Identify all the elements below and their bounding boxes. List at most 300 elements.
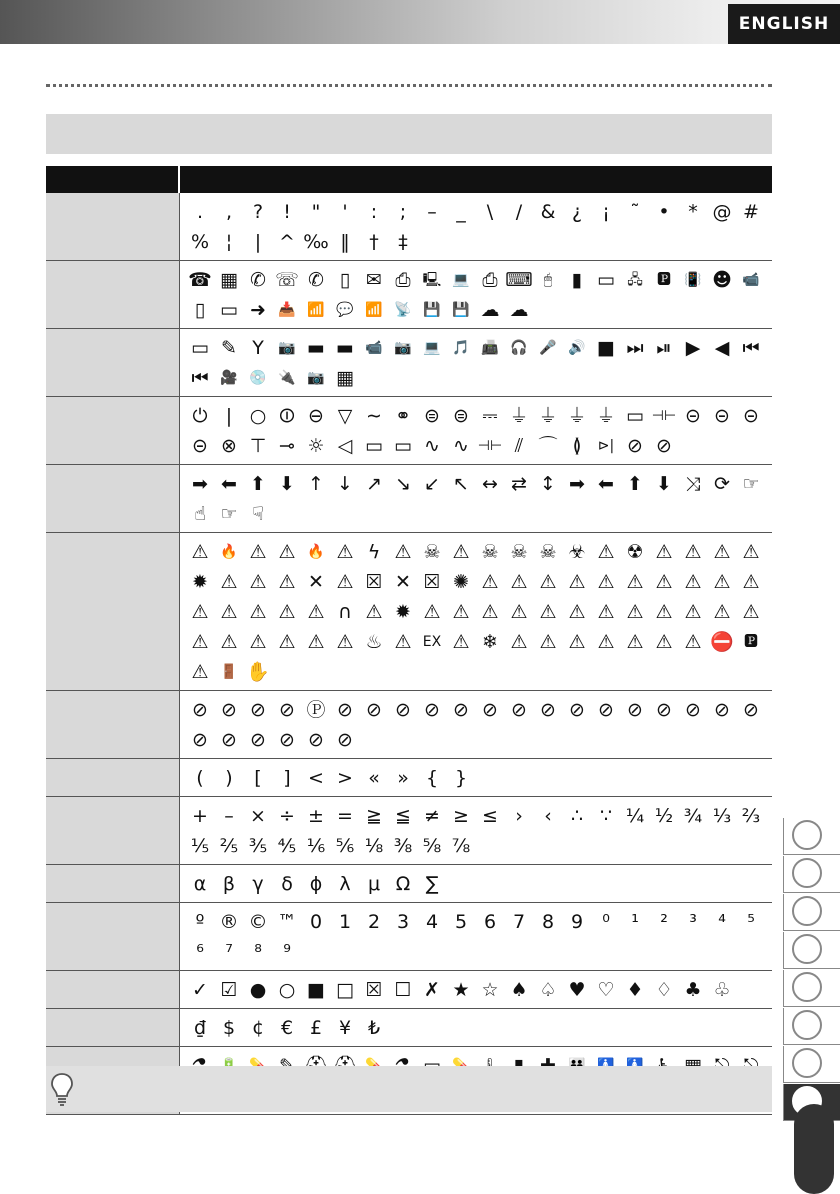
language-tab[interactable]: ENGLISH xyxy=(728,4,840,44)
symbol-glyph: ⚠ xyxy=(481,570,499,593)
category-cell xyxy=(46,1009,179,1047)
symbol-glyph: ☣ xyxy=(568,540,586,563)
symbol-glyph: 3 xyxy=(396,910,410,933)
symbol-glyph: ⊘ xyxy=(453,698,469,721)
symbol-glyph: ⅗ xyxy=(248,834,268,857)
symbol-glyph: º xyxy=(195,910,205,933)
symbol-glyph: ₺ xyxy=(367,1016,381,1039)
section-title-bar xyxy=(46,114,772,154)
symbol-glyph: Y xyxy=(252,336,264,359)
symbol-glyph: 🖳 xyxy=(422,272,442,288)
chapter-circle-icon xyxy=(792,1048,822,1078)
symbol-glyph: $ xyxy=(222,1016,236,1039)
symbol-glyph: ⊘ xyxy=(511,698,527,721)
symbol-glyph: ⚠ xyxy=(510,600,528,623)
symbol-glyph: ⚠ xyxy=(597,630,615,653)
symbol-glyph: ⚠ xyxy=(539,630,557,653)
symbol-glyph: ¥ xyxy=(338,1016,352,1039)
symbol-glyph: 🔥 xyxy=(307,544,325,560)
symbol-glyph: ≠ xyxy=(424,804,440,827)
symbol-glyph: □ xyxy=(336,978,354,1001)
symbol-glyph: ⌨ xyxy=(505,268,533,291)
table-row xyxy=(46,971,772,1009)
symbol-glyph: ⚠ xyxy=(220,600,238,623)
symbol-glyph: ‖ xyxy=(340,230,350,253)
symbol-glyph: ♤ xyxy=(539,978,557,1001)
symbol-glyph: . xyxy=(196,200,204,223)
symbol-glyph: ϕ xyxy=(309,872,323,895)
symbol-glyph: 7 xyxy=(512,910,526,933)
symbol-glyph: ♠ xyxy=(510,978,528,1001)
symbol-glyph: γ xyxy=(252,872,264,895)
symbol-glyph: ⏻ xyxy=(192,404,208,427)
symbol-glyph: 6 xyxy=(483,910,497,933)
symbol-glyph: ≬ xyxy=(572,434,582,457)
symbol-glyph: ⊘ xyxy=(279,698,295,721)
symbol-glyph: ⌒ xyxy=(538,434,558,457)
table-row xyxy=(46,797,772,865)
symbol-glyph: 🚪 xyxy=(220,664,238,680)
symbol-glyph: ↔ xyxy=(482,472,498,495)
symbol-glyph: ▯ xyxy=(339,268,351,291)
symbol-glyph: ⁴ xyxy=(718,910,726,933)
symbol-list xyxy=(186,801,771,861)
symbol-glyph: ⅝ xyxy=(422,834,442,857)
symbol-glyph: " xyxy=(311,200,321,223)
symbol-glyph: β xyxy=(222,872,236,895)
table-row xyxy=(46,903,772,971)
symbol-glyph: ⚠ xyxy=(423,600,441,623)
page-number-tab xyxy=(794,1104,834,1194)
symbol-glyph: ⊘ xyxy=(221,728,237,751)
symbol-glyph: ⅜ xyxy=(393,834,413,857)
symbol-glyph: 📥 xyxy=(278,302,296,318)
symbol-glyph: ☒ xyxy=(365,978,383,1001)
symbol-glyph: ∵ xyxy=(599,804,613,827)
chapter-tab-7[interactable] xyxy=(783,1046,840,1083)
symbol-glyph: 💻 xyxy=(452,272,470,288)
symbol-glyph: ⎙ xyxy=(395,268,411,291)
symbol-glyph: ✉ xyxy=(366,268,382,291)
symbol-glyph: { xyxy=(425,766,439,789)
symbol-glyph: ⊘ xyxy=(337,728,353,751)
symbol-glyph: ⬆ xyxy=(627,472,643,495)
symbol-glyph: 📶 xyxy=(365,302,383,318)
symbol-glyph: ⅙ xyxy=(306,834,326,857)
symbol-glyph: ™ xyxy=(277,910,297,933)
symbol-glyph: 💾 xyxy=(423,302,441,318)
symbol-glyph: ⚠ xyxy=(452,600,470,623)
symbol-glyph: ☢ xyxy=(626,540,644,563)
symbol-glyph: 📠 xyxy=(481,340,499,356)
symbol-glyph: ⊣⊢ xyxy=(477,438,503,454)
symbol-glyph: ⎙ xyxy=(482,268,498,291)
symbol-glyph: ⏚ xyxy=(596,404,616,427)
symbol-glyph: ⚠ xyxy=(191,600,209,623)
chapter-tab-3[interactable] xyxy=(783,894,840,931)
chapter-tab-2[interactable] xyxy=(783,856,840,893)
symbol-glyph: ⚭ xyxy=(395,404,411,427)
symbol-glyph: ⚠ xyxy=(539,570,557,593)
symbol-glyph: ∼ xyxy=(366,404,382,427)
symbol-glyph: ? xyxy=(252,200,264,223)
symbol-glyph: ✕ xyxy=(308,570,324,593)
symbol-glyph: ⚠ xyxy=(220,570,238,593)
symbol-glyph: » xyxy=(397,766,409,789)
symbol-glyph: ⊘ xyxy=(627,434,643,457)
symbol-glyph: ⊘ xyxy=(656,698,672,721)
table-row xyxy=(46,261,772,329)
symbol-glyph: ↗ xyxy=(366,472,382,495)
symbol-glyph: ▭ xyxy=(365,434,383,457)
symbol-glyph: ⚠ xyxy=(568,570,586,593)
category-cell xyxy=(46,397,179,465)
symbol-glyph: 🎤 xyxy=(539,340,557,356)
symbol-glyph: ₫ xyxy=(193,1016,207,1039)
symbol-glyph: ■ xyxy=(597,336,615,359)
symbol-glyph: ☼ xyxy=(307,434,325,457)
symbol-glyph: ☞ xyxy=(220,502,238,525)
symbol-glyph: ⛔ xyxy=(710,630,734,653)
symbol-glyph: ⅔ xyxy=(741,804,761,827)
symbol-glyph: ⊜ xyxy=(453,404,469,427)
symbol-list xyxy=(186,333,771,393)
symbol-glyph: ✋ xyxy=(246,660,270,683)
symbol-glyph: ⅛ xyxy=(364,834,384,857)
symbol-glyph: 8 xyxy=(541,910,555,933)
table-row xyxy=(46,759,772,797)
chapter-tab-5[interactable] xyxy=(783,970,840,1007)
symbol-glyph: 💬 xyxy=(336,302,354,318)
symbol-glyph: ⬆ xyxy=(250,472,266,495)
symbol-glyph: ✓ xyxy=(192,978,208,1001)
symbol-glyph: ¼ xyxy=(625,804,645,827)
chapter-tab-6[interactable] xyxy=(783,1008,840,1045)
symbol-glyph: ⚠ xyxy=(742,570,760,593)
symbol-glyph: • xyxy=(658,200,670,223)
symbol-glyph: ▶ xyxy=(685,336,701,359)
symbol-glyph: – xyxy=(427,200,437,223)
symbol-glyph: ⊘ xyxy=(685,698,701,721)
symbol-list xyxy=(186,265,771,325)
symbol-glyph: , xyxy=(225,200,233,223)
symbol-glyph: ∿ xyxy=(453,434,469,457)
symbol-glyph: ♦ xyxy=(626,978,644,1001)
symbol-glyph: ⊘ xyxy=(250,698,266,721)
symbol-glyph: 🅿 xyxy=(744,634,758,650)
symbol-glyph: ⊘ xyxy=(743,698,759,721)
symbol-glyph: ⊸ xyxy=(279,434,295,457)
symbol-glyph: ↓ xyxy=(337,472,353,495)
symbol-glyph: ▬ xyxy=(336,336,354,359)
symbol-glyph: ⚠ xyxy=(307,630,325,653)
symbol-glyph: ¡ xyxy=(602,200,610,223)
chapter-tab-1[interactable] xyxy=(783,818,840,855)
symbol-glyph: ⚠ xyxy=(278,540,296,563)
category-cell xyxy=(46,865,179,903)
symbol-glyph: ⚠ xyxy=(713,570,731,593)
symbol-glyph: ¿ xyxy=(571,200,583,223)
header-bar xyxy=(0,0,840,44)
symbols-cell xyxy=(179,971,772,1009)
symbol-glyph: ● xyxy=(249,978,267,1001)
symbol-glyph: ⚠ xyxy=(249,540,267,563)
symbol-glyph: ⏚ xyxy=(509,404,529,427)
category-cell xyxy=(46,759,179,797)
symbol-glyph: ⚠ xyxy=(278,630,296,653)
symbol-glyph: ⅕ xyxy=(190,834,210,857)
symbol-glyph: ↙ xyxy=(424,472,440,495)
symbol-glyph: ☐ xyxy=(394,978,412,1001)
symbol-glyph: ↘ xyxy=(395,472,411,495)
symbols-cell xyxy=(179,691,772,759)
symbol-glyph: ☻ xyxy=(712,268,732,291)
symbol-glyph: ⚠ xyxy=(394,630,412,653)
tip-box xyxy=(46,1066,772,1112)
symbol-glyph: ⊝ xyxy=(743,404,759,427)
category-cell xyxy=(46,691,179,759)
symbol-glyph: 🔊 xyxy=(568,340,586,356)
symbol-glyph: ϟ xyxy=(367,540,381,563)
symbol-glyph: ⁶ xyxy=(196,940,204,963)
symbol-glyph: ⚠ xyxy=(278,600,296,623)
symbol-glyph: ¢ xyxy=(251,1016,265,1039)
chapter-circle-icon xyxy=(792,896,822,926)
chapter-circle-icon xyxy=(792,934,822,964)
symbols-cell xyxy=(179,193,772,261)
symbol-glyph: ˜ xyxy=(630,200,640,223)
symbol-glyph: ⊘ xyxy=(598,698,614,721)
symbol-glyph: ☠ xyxy=(481,540,499,563)
symbol-glyph: ⚠ xyxy=(742,540,760,563)
symbol-glyph: \ xyxy=(486,200,494,223)
symbol-glyph: ¦ xyxy=(225,230,233,253)
symbol-glyph: ⚠ xyxy=(684,570,702,593)
symbol-glyph: ! xyxy=(283,200,291,223)
symbol-glyph: ▭ xyxy=(626,404,644,427)
symbol-glyph: Ω xyxy=(395,872,411,895)
symbol-glyph: 4 xyxy=(425,910,439,933)
symbol-glyph: ☒ xyxy=(365,570,383,593)
symbol-glyph: ⟳ xyxy=(714,472,730,495)
symbol-glyph: ⊘ xyxy=(192,728,208,751)
symbol-glyph: ⚠ xyxy=(597,600,615,623)
symbol-glyph: ☎ xyxy=(188,268,212,291)
symbol-glyph: ⚠ xyxy=(481,600,499,623)
table-header-row xyxy=(46,166,772,193)
symbols-cell xyxy=(179,397,772,465)
symbol-glyph: ⁷ xyxy=(225,940,233,963)
table-row xyxy=(46,533,772,691)
symbol-glyph: ↕ xyxy=(540,472,556,495)
symbol-list xyxy=(186,975,771,1005)
symbol-glyph: ♧ xyxy=(713,978,731,1001)
symbol-glyph: ✕ xyxy=(395,570,411,593)
symbol-glyph: ⊤ xyxy=(249,434,267,457)
symbol-glyph: = xyxy=(337,804,353,827)
symbol-glyph: ⚠ xyxy=(626,570,644,593)
symbol-glyph: ⚠ xyxy=(684,540,702,563)
symbol-glyph: ⚠ xyxy=(307,600,325,623)
symbol-glyph: 1 xyxy=(338,910,352,933)
symbol-glyph: ⬅ xyxy=(598,472,614,495)
symbol-glyph: ⊘ xyxy=(279,728,295,751)
symbol-glyph: ⚠ xyxy=(684,630,702,653)
symbol-glyph: ⊘ xyxy=(569,698,585,721)
symbol-glyph: ▭ xyxy=(394,434,412,457)
symbol-glyph: ➡ xyxy=(192,472,208,495)
symbol-glyph: 📹 xyxy=(742,272,760,288)
symbol-glyph: ♥ xyxy=(568,978,586,1001)
symbol-glyph: | xyxy=(225,404,233,427)
table-row xyxy=(46,193,772,261)
symbol-glyph: ∿ xyxy=(424,434,440,457)
symbol-glyph: μ xyxy=(367,872,381,895)
symbol-glyph: ☁ xyxy=(480,298,500,321)
symbol-glyph: ✆ xyxy=(250,268,266,291)
symbol-glyph: £ xyxy=(309,1016,323,1039)
symbol-glyph: ∴ xyxy=(570,804,584,827)
chapter-circle-icon xyxy=(792,972,822,1002)
symbol-glyph: ☟ xyxy=(252,502,264,525)
symbol-glyph: + xyxy=(192,804,208,827)
symbol-list xyxy=(186,907,771,967)
symbol-glyph: % xyxy=(190,230,210,253)
symbol-glyph: # xyxy=(743,200,759,223)
symbols-cell xyxy=(179,261,772,329)
symbol-glyph: ⊘ xyxy=(540,698,556,721)
symbol-glyph: ⊘ xyxy=(337,698,353,721)
symbol-glyph: ⚠ xyxy=(568,630,586,653)
symbol-glyph: ⚠ xyxy=(655,570,673,593)
symbol-glyph: ⅘ xyxy=(277,834,297,857)
symbols-cell xyxy=(179,329,772,397)
symbol-glyph: ⅖ xyxy=(219,834,239,857)
symbol-glyph: ❄ xyxy=(482,630,498,653)
symbol-glyph: ⊜ xyxy=(424,404,440,427)
symbol-glyph: ⚠ xyxy=(510,630,528,653)
category-column-header xyxy=(46,166,179,193)
symbol-glyph: ↑ xyxy=(308,472,324,495)
symbol-glyph: ⬇ xyxy=(279,472,295,495)
symbol-glyph: ⊘ xyxy=(192,698,208,721)
symbol-glyph: 5 xyxy=(454,910,468,933)
symbol-glyph: ( xyxy=(196,766,204,789)
symbol-glyph: ⚠ xyxy=(597,540,615,563)
symbol-glyph: ⊘ xyxy=(482,698,498,721)
symbol-glyph: ♢ xyxy=(655,978,673,1001)
symbol-glyph: @ xyxy=(712,200,732,223)
symbol-glyph: ⚠ xyxy=(394,540,412,563)
symbol-glyph: ☠ xyxy=(510,540,528,563)
symbols-cell xyxy=(179,865,772,903)
symbol-glyph: ◀ xyxy=(714,336,730,359)
symbol-glyph: ^ xyxy=(279,230,295,253)
symbol-glyph: ▮ xyxy=(571,268,583,291)
symbol-glyph: ↖ xyxy=(453,472,469,495)
symbol-glyph: ➜ xyxy=(250,298,266,321)
symbol-glyph: EX xyxy=(422,634,442,650)
symbol-glyph: ≦ xyxy=(395,804,411,827)
symbol-glyph: ⊘ xyxy=(221,698,237,721)
symbol-glyph: [ xyxy=(254,766,262,789)
chapter-tab-4[interactable] xyxy=(783,932,840,969)
symbol-glyph: 🎥 xyxy=(220,370,238,386)
symbol-glyph: ♣ xyxy=(684,978,702,1001)
symbol-glyph: ¾ xyxy=(683,804,703,827)
symbol-glyph: ▭ xyxy=(191,336,209,359)
table-row xyxy=(46,1009,772,1047)
symbol-glyph: ⁰ xyxy=(602,910,610,933)
symbol-glyph: ✺ xyxy=(453,570,469,593)
symbol-glyph: ☒ xyxy=(423,570,441,593)
symbols-cell xyxy=(179,465,772,533)
symbol-glyph: ⊘ xyxy=(308,728,324,751)
symbol-glyph: ⊘ xyxy=(366,698,382,721)
category-cell xyxy=(46,261,179,329)
symbol-list xyxy=(186,869,771,899)
symbol-glyph: 📳 xyxy=(684,272,702,288)
symbol-glyph: | xyxy=(254,230,262,253)
symbols-cell xyxy=(179,797,772,865)
symbol-glyph: ≧ xyxy=(366,804,382,827)
symbol-glyph: ⏮ xyxy=(191,366,209,389)
symbol-glyph: ⊖ xyxy=(308,404,324,427)
symbol-glyph: ⬅ xyxy=(221,472,237,495)
symbol-glyph: ⏮ xyxy=(742,336,760,359)
symbol-glyph: ⚠ xyxy=(539,600,557,623)
symbol-glyph: ▬ xyxy=(307,336,325,359)
symbol-glyph: Ⓟ xyxy=(306,698,326,721)
dotted-divider xyxy=(46,84,772,87)
symbol-glyph: ⚠ xyxy=(626,630,644,653)
symbol-glyph: ⅚ xyxy=(335,834,355,857)
symbol-glyph: ✆ xyxy=(308,268,324,291)
symbol-glyph: ≤ xyxy=(482,804,498,827)
symbol-glyph: ⚠ xyxy=(597,570,615,593)
category-cell xyxy=(46,533,179,691)
symbol-glyph: ⅓ xyxy=(712,804,732,827)
symbol-glyph: – xyxy=(224,804,234,827)
symbol-glyph: 💿 xyxy=(249,370,267,386)
symbol-glyph: ▦ xyxy=(336,366,354,389)
symbol-glyph: ⚠ xyxy=(713,540,731,563)
symbol-glyph: ² xyxy=(660,910,668,933)
symbol-glyph: ⚠ xyxy=(191,630,209,653)
symbol-glyph: ⫽ xyxy=(514,434,524,457)
symbol-glyph: ⅞ xyxy=(451,834,471,857)
symbols-cell xyxy=(179,1009,772,1047)
symbol-glyph: ♨ xyxy=(365,630,383,653)
symbol-glyph: ▦ xyxy=(220,268,238,291)
symbol-glyph: ◁ xyxy=(337,434,353,457)
chapter-circle-icon xyxy=(792,820,822,850)
symbol-glyph: 📷 xyxy=(307,370,325,386)
symbol-table xyxy=(46,166,772,1115)
symbol-glyph: € xyxy=(280,1016,294,1039)
symbol-glyph: ☏ xyxy=(275,268,299,291)
symbol-glyph: ⏭ xyxy=(626,336,644,359)
symbol-list xyxy=(186,469,771,529)
symbol-glyph: ® xyxy=(219,910,239,933)
symbol-list xyxy=(186,695,771,755)
symbol-glyph: < xyxy=(308,766,324,789)
symbol-glyph: « xyxy=(368,766,380,789)
symbol-glyph: 📹 xyxy=(365,340,383,356)
symbol-glyph: λ xyxy=(339,872,351,895)
symbol-glyph: 2 xyxy=(367,910,381,933)
symbol-glyph: ⏚ xyxy=(567,404,587,427)
